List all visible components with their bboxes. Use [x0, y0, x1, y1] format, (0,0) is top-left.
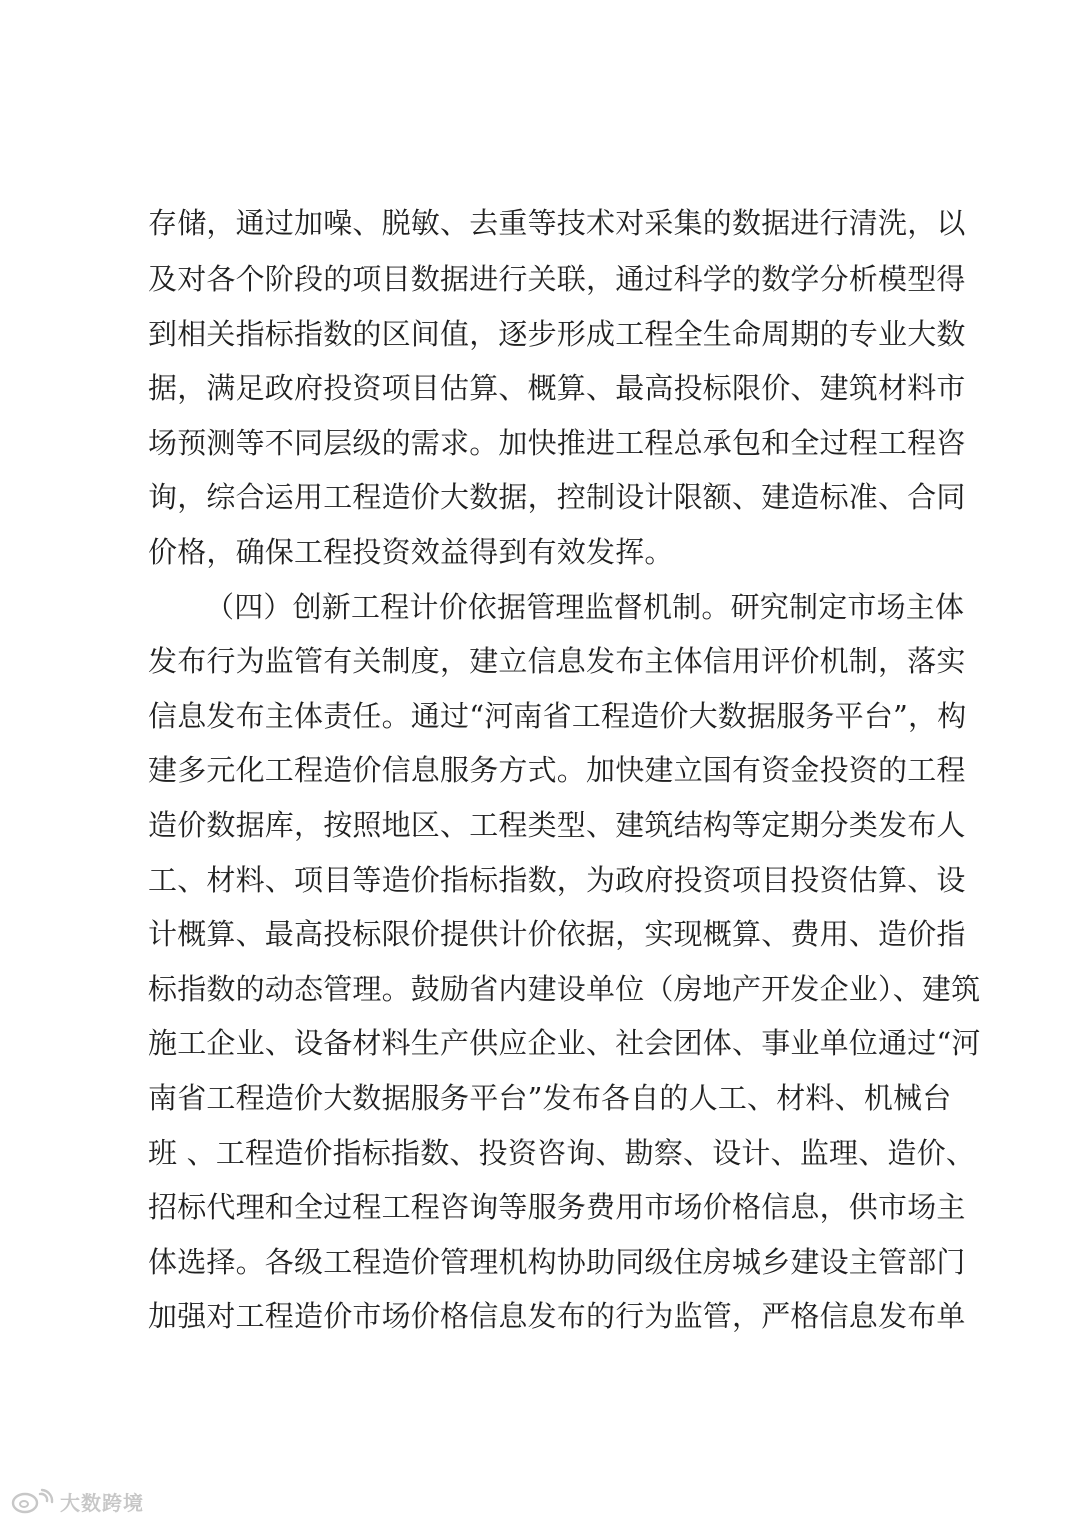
body-text-line-11: 建多元化工程造价信息服务方式。加快建立国有资金投资的工程 [148, 753, 966, 787]
body-text-line-5: 场预测等不同层级的需求。加快推进工程总承包和全过程工程咨 [148, 426, 966, 460]
body-text-line-16: 施工企业、设备材料生产供应企业、社会团体、事业单位通过“河 [148, 1026, 981, 1060]
body-text-line-12: 造价数据库，按照地区、工程类型、建筑结构等定期分类发布人 [148, 808, 966, 842]
body-text-line-10: 信息发布主体责任。通过“河南省工程造价大数据服务平台”，构 [148, 699, 967, 733]
body-text-line-1: 存储，通过加噪、脱敏、去重等技术对采集的数据进行清洗，以 [148, 206, 966, 240]
body-text-line-18: 班 、工程造价指标指数、投资咨询、勘察、设计、监理、造价、 [148, 1136, 976, 1170]
body-text-line-13: 工、材料、项目等造价指标指数，为政府投资项目投资估算、设 [148, 863, 966, 897]
body-text-line-21: 加强对工程造价市场价格信息发布的行为监管，严格信息发布单 [148, 1299, 966, 1333]
watermark-text: 大数跨境 [60, 1490, 144, 1515]
body-text-line-20: 体选择。各级工程造价管理机构协助同级住房城乡建设主管部门 [148, 1245, 966, 1279]
body-text-line-15: 标指数的动态管理。鼓励省内建设单位（房地产开发企业）、建筑 [148, 972, 981, 1006]
body-text-line-3: 到相关指标指数的区间值，逐步形成工程全生命周期的专业大数 [148, 317, 966, 351]
body-text-line-17: 南省工程造价大数据服务平台”发布各自的人工、材料、机械台 [148, 1081, 952, 1115]
body-text-line-19: 招标代理和全过程工程咨询等服务费用市场价格信息，供市场主 [148, 1190, 966, 1224]
section-heading-line: （四）创新工程计价依据管理监督机制。研究制定市场主体 [205, 590, 965, 624]
body-text-line-9: 发布行为监管有关制度，建立信息发布主体信用评价机制，落实 [148, 644, 966, 678]
weibo-logo-icon [10, 1488, 54, 1514]
body-text-line-14: 计概算、最高投标限价提供计价依据，实现概算、费用、造价指 [148, 917, 966, 951]
body-text-line-4: 据，满足政府投资项目估算、概算、最高投标限价、建筑材料市 [148, 371, 966, 405]
watermark [10, 1486, 144, 1516]
body-text-line-7: 价格，确保工程投资效益得到有效发挥。 [148, 535, 674, 569]
body-text-line-2: 及对各个阶段的项目数据进行关联，通过科学的数学分析模型得 [148, 262, 966, 296]
body-text-line-6: 询，综合运用工程造价大数据，控制设计限额、建造标准、合同 [148, 480, 966, 514]
